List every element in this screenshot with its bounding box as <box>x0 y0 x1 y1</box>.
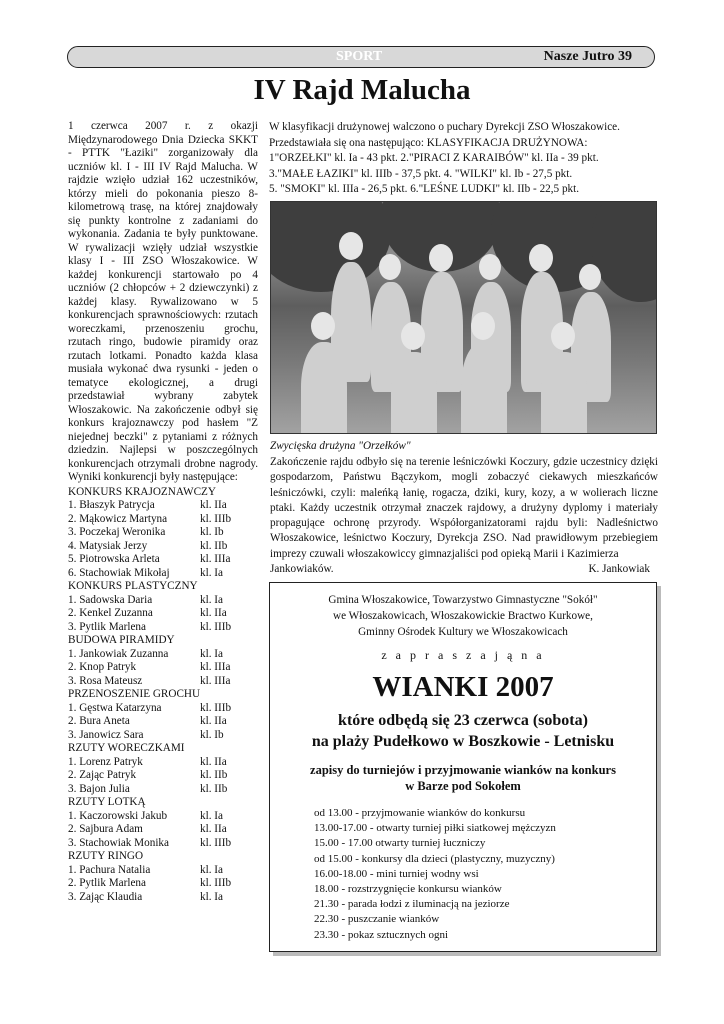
classification-line: Przedstawiała się ona następująco: KLASYFIKACJA DRUŻYNOWA: <box>269 136 588 149</box>
participant-class: kl. Ib <box>200 728 224 741</box>
category-heading: KONKURS PLASTYCZNY <box>68 580 198 592</box>
result-row <box>68 891 258 905</box>
signature-line <box>270 562 658 577</box>
participant-name: 1. Gęstwa Katarzyna <box>68 701 162 714</box>
organizers <box>270 592 656 640</box>
event-schedule <box>314 806 656 943</box>
wianki-announcement <box>269 582 657 952</box>
participant-name: 3. Janowicz Sara <box>68 728 144 741</box>
schedule-item: 22.30 - puszczanie wianków <box>314 913 440 926</box>
result-row <box>68 783 258 797</box>
participant-name: 3. Zając Klaudia <box>68 890 143 903</box>
participant-class: kl. Ib <box>200 526 224 538</box>
author-signature: K. Jankowiak <box>588 563 650 576</box>
organizer-line: Gmina Włoszakowice, Towarzystwo Gimnastyczne "Sokół" <box>328 594 598 606</box>
category-heading: KONKURS KRAJOZNAWCZY <box>68 485 216 498</box>
result-row <box>68 540 258 554</box>
result-row <box>68 513 258 527</box>
result-row <box>68 553 258 567</box>
event-location-line: na plaży Pudełkowo w Boszkowie - Letnisku <box>311 733 615 750</box>
participant-class: kl. IIIb <box>200 836 232 849</box>
participant-class: kl. Ia <box>200 809 223 822</box>
result-row <box>68 567 258 581</box>
event-date <box>270 710 656 752</box>
signup-line: zapisy do turniejów i przyjmowanie wianków na konkurs <box>310 763 616 777</box>
result-row <box>68 499 258 513</box>
participant-class: kl. IIb <box>200 769 228 781</box>
participant-name: 6. Stachowiak Mikołaj <box>68 566 170 579</box>
participant-name: 3. Stachowiak Monika <box>68 836 169 849</box>
participant-class: kl. Ia <box>200 566 223 579</box>
result-row <box>68 661 258 675</box>
category-heading: BUDOWA PIRAMIDY <box>68 634 175 646</box>
category-heading: RZUTY WORECZKAMI <box>68 742 185 754</box>
closing-paragraph <box>270 455 658 577</box>
participant-name: 1. Lorenz Patryk <box>68 755 143 768</box>
schedule-item: 18.00 - rozstrzygnięcie konkursu wianków <box>314 883 502 896</box>
result-row <box>68 621 258 635</box>
classification-line: W klasyfikacji drużynowej walczono o puchary Dyrekcji ZSO Włoszakowice. <box>269 121 620 133</box>
schedule-item: 21.30 - parada łodzi z iluminacją na jeziorze <box>314 898 510 911</box>
result-row <box>68 877 258 891</box>
magazine-page-label: Nasze Jutro 39 <box>543 49 632 64</box>
participant-class: kl. Ia <box>200 890 223 903</box>
participant-name: 2. Bura Aneta <box>68 715 130 727</box>
photo-caption: Zwycięska drużyna "Orzełków" <box>270 440 411 452</box>
result-row <box>68 715 258 729</box>
event-title: WIANKI 2007 <box>372 671 554 703</box>
invite-text: z a p r a s z a j ą n a <box>381 648 545 662</box>
result-row <box>68 837 258 851</box>
schedule-item: 15.00 - 17.00 otwarty turniej łuczniczy <box>314 837 486 850</box>
participant-class: kl. IIb <box>200 539 228 552</box>
participant-class: kl. IIa <box>200 499 227 511</box>
results-list <box>68 486 258 905</box>
participant-class: kl. IIIb <box>200 877 232 889</box>
participant-class: kl. IIIb <box>200 701 232 714</box>
event-date-line: które odbędą się 23 czerwca (sobota) <box>338 712 588 729</box>
result-row <box>68 607 258 621</box>
participant-name: 2. Mąkowicz Martyna <box>68 512 168 525</box>
right-column <box>269 120 657 198</box>
result-row <box>68 756 258 770</box>
schedule-item: od 13.00 - przyjmowanie wianków do konkursu <box>314 807 526 819</box>
schedule-item: 16.00-18.00 - mini turniej wodny wsi <box>314 867 479 880</box>
participant-name: 3. Rosa Mateusz <box>68 674 143 687</box>
participant-name: 3. Bajon Julia <box>68 782 130 795</box>
schedule-item: 13.00-17.00 - otwarty turniej piłki siatkowej mężczyzn <box>314 822 556 835</box>
header-bar <box>67 46 655 68</box>
intro-paragraph: 1 czerwca 2007 r. z okazji Międzynarodowego Dnia Dziecka SKKT - PTTK "Łaziki" zorganizowały dla uczniów kl. I - III IV Rajd Malucha. W rajdzie wzięło udział 162 uczestników, którzy mieli do pokonania pieszo 8-kilometrową trasę, na której znajdowały się punkty kontrolne z zadaniami do wykonania. Zadania te były punktowane. W rywalizacji wzięły udział wszystkie klasy I - III ZSO Włoszakowice. W każdej konkurencji startowało po 4 uczniów (2 chłopców + 2 dziewczynki) z każdej klasy. Rywalizowano w 5 konkurencjach sprawnościowych: rzutach woreczkami, przenoszeniu grochu, rzutach ringo, budowie piramidy oraz rzutach lotkami. Ponadto każda klasa musiała wykonać dwa rysunki - jeden o tematyce ekologicznej, a drugi przedstawiał wybrany zabytek Włoszakowic. Na zakończenie odbył się konkurs krajoznawczy pod hasłem "Z niejednej beczki" z pytaniami z różnych dziedzin. Najlepsi w poszczególnych konkurencjach otrzymali drobne nagrody. Wyniki konkurencji były następujące: <box>68 120 258 483</box>
participant-class: kl. Ia <box>200 647 223 660</box>
classification-line: 1"ORZEŁKI" kl. Ia - 43 pkt. 2."PIRACI Z KARAIBÓW" kl. IIa - 39 pkt. <box>269 152 599 164</box>
classification-line: 3."MAŁE ŁAZIKI" kl. IIIb - 37,5 pkt. 4. "WILKI" kl. Ib - 27,5 pkt. <box>269 167 573 180</box>
classification-line: 5. "SMOKI" kl. IIIa - 26,5 pkt. 6."LEŚNE LUDKI" kl. IIb - 22,5 pkt. <box>269 183 580 195</box>
participant-name: 1. Błaszyk Patrycja <box>68 499 155 511</box>
participant-name: 3. Poczekaj Weronika <box>68 526 166 538</box>
section-label: SPORT <box>336 49 383 64</box>
participant-name: 3. Pytlik Marlena <box>68 620 146 633</box>
result-row <box>68 810 258 824</box>
category-heading: RZUTY RINGO <box>68 850 144 862</box>
participant-class: kl. IIa <box>200 823 227 835</box>
participant-class: kl. Ia <box>200 863 223 876</box>
result-row <box>68 729 258 743</box>
participant-class: kl. Ia <box>200 593 223 606</box>
left-column <box>68 120 258 904</box>
closing-text: Zakończenie rajdu odbyło się na terenie leśniczówki Koczury, gdzie uczestnicy dzięki gospodarzom, Państwu Bączykom, mogli zobaczyć ciekawych mieszkańców leśniczówki, czyli: maleńką łanię, rogacza, dziki, kury, kozy, a w wolierach liczne ptaki. Każdy uczestnik otrzymał znaczek rajdowy, a drużyny dyplomy i materiały propagujące ochronę przyrody. Współorganizatorami rajdu byli: Nadleśnictwo Włoszakowice, leśnictwo Koczury, Dyrekcja ZSO. Nad prawidłowym przebiegiem imprezy czuwali włoszakowiccy gimnazjaliści pod opieką Marii i Kazimierza <box>270 456 658 560</box>
participant-name: 2. Kenkel Zuzanna <box>68 607 153 619</box>
result-row <box>68 823 258 837</box>
category-heading: RZUTY LOTKĄ <box>68 796 146 808</box>
participant-name: 2. Sajbura Adam <box>68 823 143 835</box>
participant-class: kl. IIb <box>200 782 228 795</box>
organizer-line: we Włoszakowicach, Włoszakowickie Bractwo Kurkowe, <box>333 610 593 622</box>
signup-line: w Barze pod Sokołem <box>405 779 521 793</box>
participant-class: kl. IIIa <box>200 674 231 687</box>
result-row <box>68 769 258 783</box>
participant-name: 1. Jankowiak Zuzanna <box>68 647 169 660</box>
participant-name: 4. Matysiak Jerzy <box>68 539 148 552</box>
participant-name: 5. Piotrowska Arleta <box>68 553 160 565</box>
result-row <box>68 702 258 716</box>
closing-last-line: Jankowiaków. <box>270 563 334 576</box>
schedule-item: 23.30 - pokaz sztucznych ogni <box>314 928 449 941</box>
participant-class: kl. IIIb <box>200 620 232 633</box>
category-heading: PRZENOSZENIE GROCHU <box>68 688 201 700</box>
participant-name: 2. Knop Patryk <box>68 661 137 673</box>
participant-class: kl. IIa <box>200 715 227 727</box>
result-row <box>68 594 258 608</box>
participant-class: kl. IIa <box>200 607 227 619</box>
participant-name: 1. Kaczorowski Jakub <box>68 809 168 822</box>
participant-class: kl. IIIa <box>200 553 231 565</box>
participant-class: kl. IIIb <box>200 512 232 525</box>
result-row <box>68 675 258 689</box>
participant-name: 2. Pytlik Marlena <box>68 877 146 889</box>
event-signup <box>270 762 656 794</box>
result-row <box>68 648 258 662</box>
organizer-line: Gminny Ośrodek Kultury we Włoszakowicach <box>358 626 568 638</box>
participant-name: 1. Pachura Natalia <box>68 863 151 876</box>
result-row <box>68 526 258 540</box>
team-photo <box>270 201 657 434</box>
participant-class: kl. IIa <box>200 755 227 768</box>
result-row <box>68 864 258 878</box>
participant-name: 2. Zając Patryk <box>68 769 137 781</box>
participant-name: 1. Sadowska Daria <box>68 593 153 606</box>
article-title: IV Rajd Malucha <box>253 74 471 106</box>
schedule-item: od 15.00 - konkursy dla dzieci (plastyczny, muzyczny) <box>314 852 555 865</box>
participant-class: kl. IIIa <box>200 661 231 673</box>
